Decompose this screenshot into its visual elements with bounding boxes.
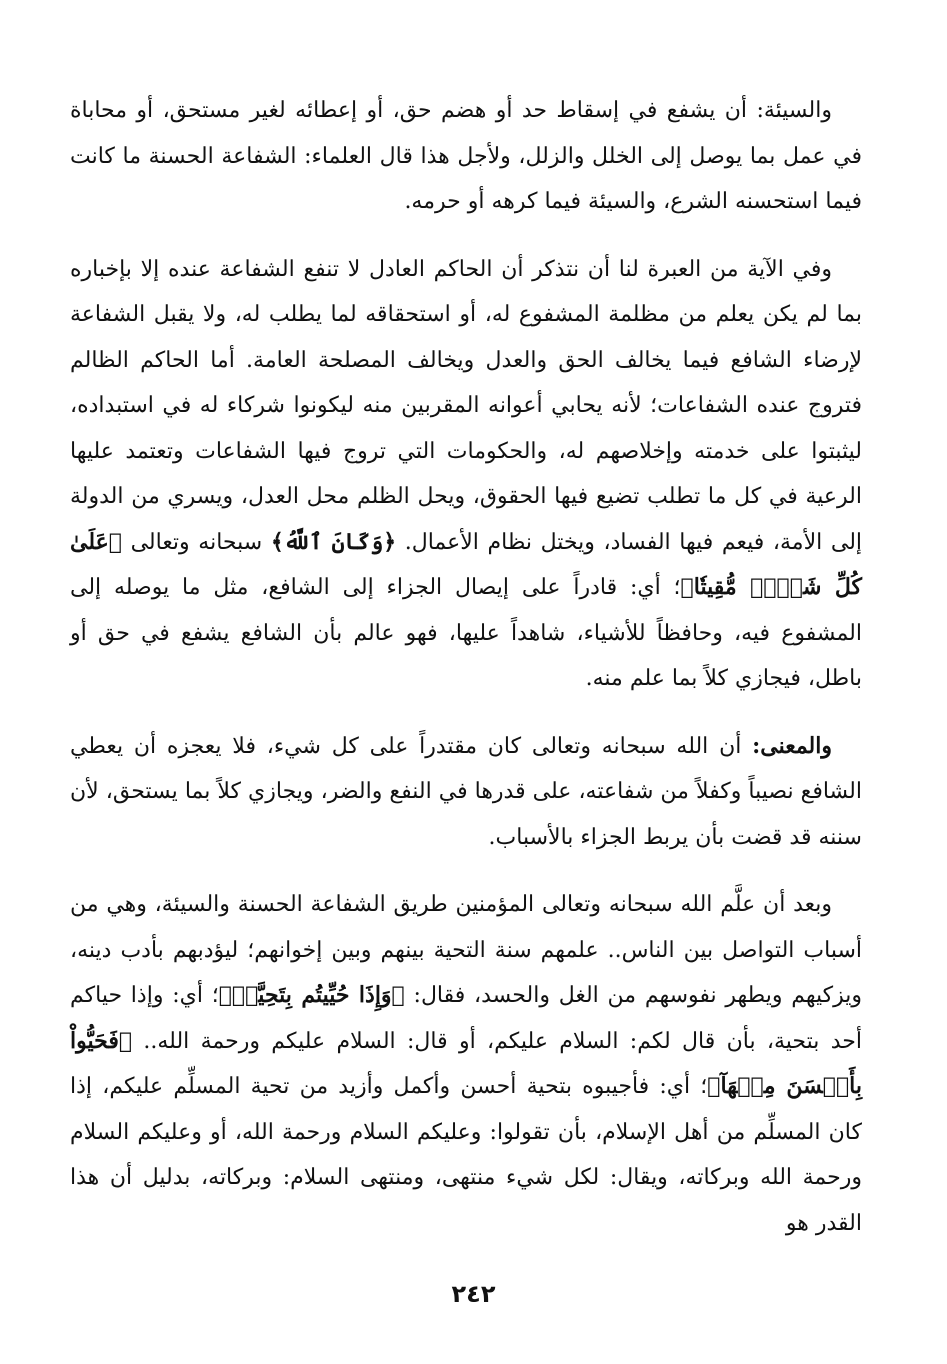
paragraph-text: وفي الآية من العبرة لنا أن نتذكر أن الحاكم العادل لا تنفع الشفاعة عنده إلا بإخباره بما لم يكن يعلم من مظلمة المشفوع له، أو استحقاقه لما يطلب له، ولا يقبل الشفاعة لإرضاء الشافع فيما يخالف الحق والعدل ويخالف المصلحة العامة. أما الحاكم الظالم فتروج عنده الشفاعات؛ لأنه يحابي أعوانه المقربين منه ليكونوا شركاء له في استبداده، ليثبتوا على خدمته وإخلاصهم له، والحكومات التي تروج فيها الشفاعات وتعتمد عليها الرعية في كل ما تطلب تضيع فيها الحقوق، ويحل الظلم محل العدل، ويسري من الدولة إلى الأمة، فيعم فيها الفساد، ويختل نظام الأعمال.: [70, 256, 863, 555]
quran-quote: ﴿وَإِذَا حُيِّيتُم بِتَحِيَّةٖ﴾: [218, 982, 405, 1008]
page-number: ٢٤٢: [451, 1280, 496, 1308]
paragraph-meaning: [70, 724, 862, 861]
quran-quote: ﴿فَحَيُّواْ بِأَحۡسَنَ مِنۡهَآ﴾: [70, 1027, 862, 1099]
paragraph-text: ؛ أي: فأجيبوه بتحية أحسن وأكمل وأزيد من تحية المسلِّم عليكم، إذا كان المسلِّم من أهل الإسلام، بأن تقولوا: وعليكم السلام ورحمة الله، أو وعليكم السلام ورحمة الله وبركاته، ويقال: لكل شيء منتهى، ومنتهى السلام: وبركاته، بدليل أن هذا القدر هو: [70, 1074, 862, 1236]
paragraph-bad-intercession: والسيئة: أن يشفع في إسقاط حد أو هضم حق، أو إعطائه لغير مستحق، أو محاباة في عمل بما يوصل إلى الخلل والزلل، ولأجل هذا قال العلماء: الشفاعة الحسنة ما كانت فيما استحسنه الشرع، والسيئة فيما كرهه أو حرمه.: [70, 98, 862, 214]
paragraph-text: ؛ أي: وإذا حياكم أحد بتحية، بأن قال لكم: السلام عليكم، أو قال: السلام عليكم ورحمة الله..: [70, 983, 862, 1054]
quran-quote: ﴿عَلَىٰ كُلِّ شَيۡءٖ مُّقِيتٗا﴾: [70, 528, 863, 600]
page-body: [70, 88, 862, 1268]
paragraph-greeting: [70, 882, 862, 1246]
paragraph-text: وبعد أن علَّم الله سبحانه وتعالى المؤمنين طريق الشفاعة الحسنة والسيئة، وهي من أسباب التواصل بين الناس.. علمهم سنة التحية بينهم وبين إخوانهم؛ ليؤدبهم بأدب دينه، ويزكيهم ويطهر نفوسهم من الغل والحسد، فقال:: [70, 892, 863, 1008]
meaning-heading: والمعنى:: [752, 732, 832, 759]
quran-quote: ﴿وَكَانَ ٱللَّهُ﴾: [270, 528, 397, 555]
paragraph-text: ؛ أي: قادراً على إيصال الجزاء إلى الشافع، مثل ما يوصله إلى المشفوع فيه، وحافظاً للأشياء، شاهداً عليها، فهو عالم بأن الشافع يشفع في حق أو باطل، فيجازي كلاً بما علم منه.: [70, 575, 862, 691]
paragraph-lesson-from-verse: [70, 247, 862, 702]
paragraph-text: أن الله سبحانه وتعالى كان مقتدراً على كل شيء، فلا يعجزه أن يعطي الشافع نصيباً وكفلاً من شفاعته، على قدرها في النفع والضر، ويجازي كلاً بما يستحق، لأن سننه قد قضت بأن يربط الجزاء بالأسباب.: [70, 733, 862, 850]
paragraph-text: سبحانه وتعالى: [130, 529, 263, 555]
